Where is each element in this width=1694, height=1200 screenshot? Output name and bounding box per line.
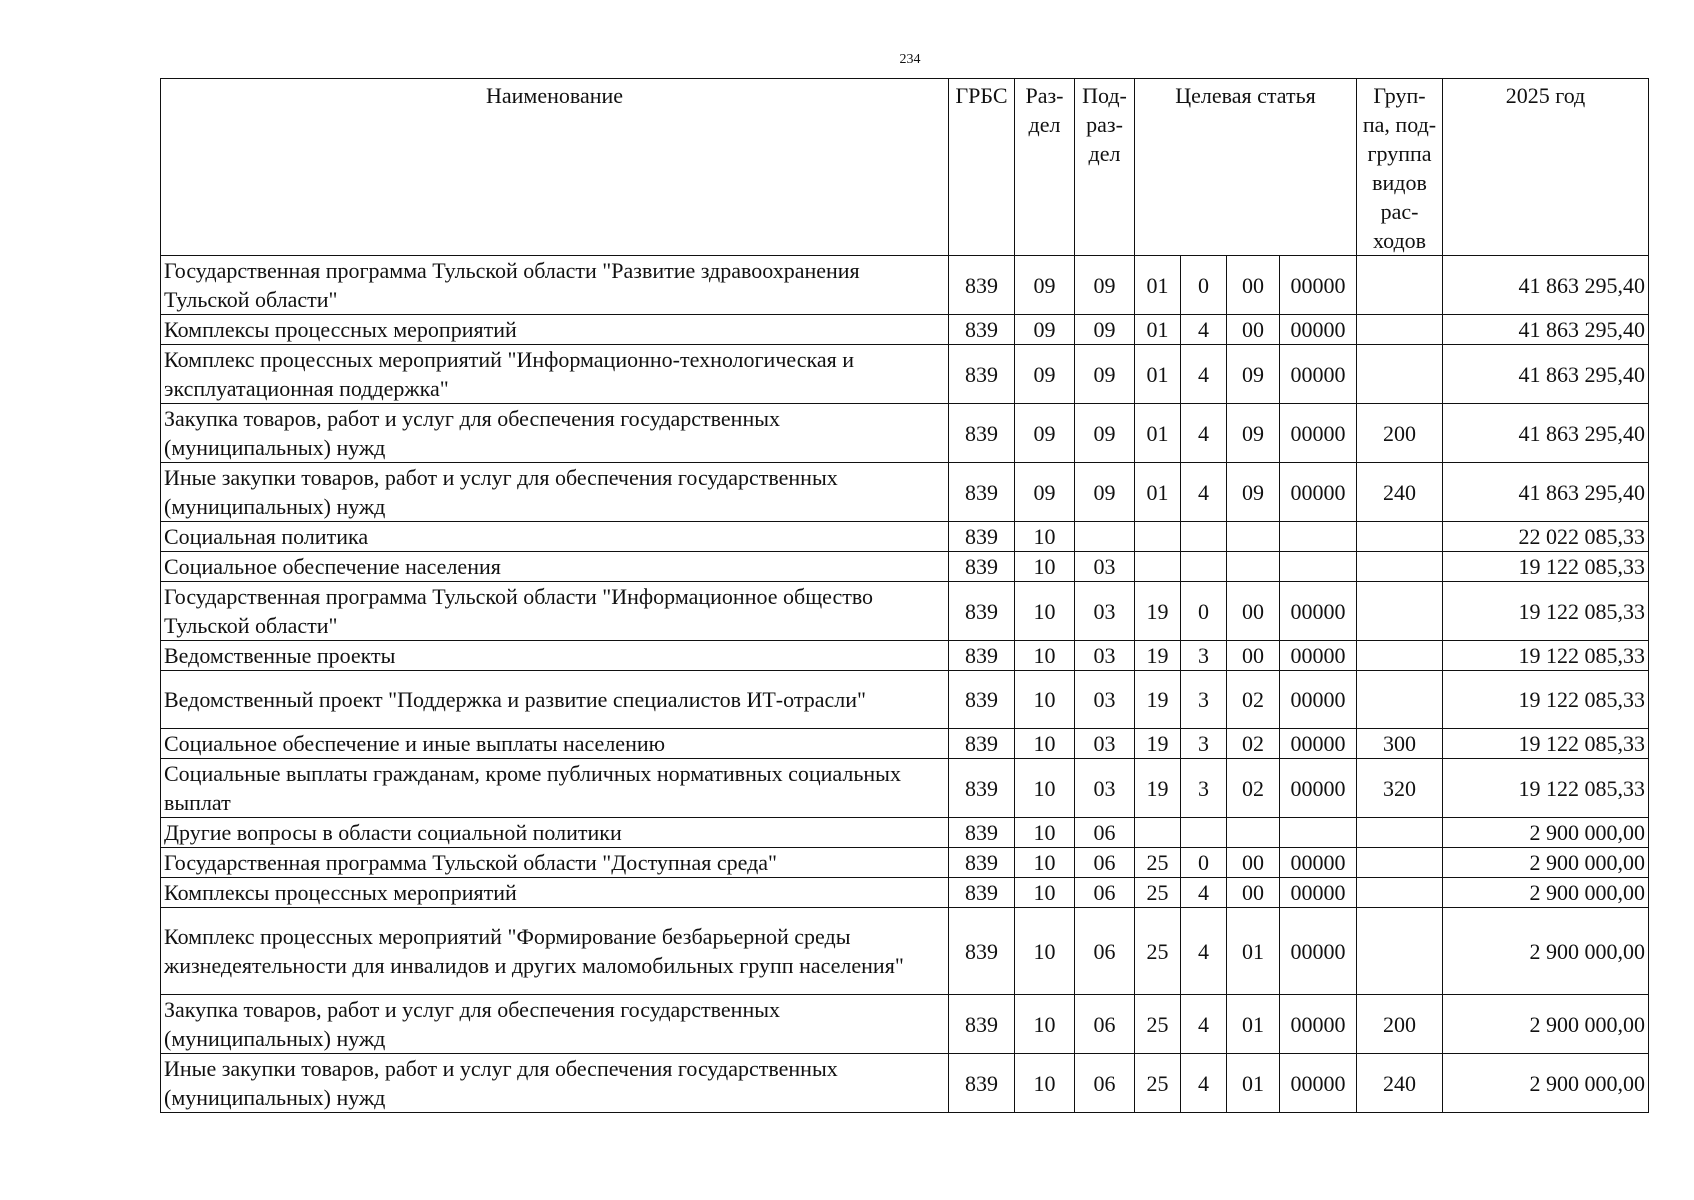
row-expense-group — [1357, 671, 1443, 729]
table-row — [161, 345, 1649, 404]
row-target-type: 0 — [1181, 256, 1227, 315]
row-amount: 19 122 085,33 — [1443, 641, 1649, 671]
row-target-program: 01 — [1135, 315, 1181, 345]
row-amount: 2 900 000,00 — [1443, 848, 1649, 878]
header-name: Наименование — [161, 79, 949, 256]
row-target-type — [1181, 552, 1227, 582]
row-razdel: 10 — [1015, 759, 1075, 818]
row-target-type: 3 — [1181, 641, 1227, 671]
row-podrazdel: 06 — [1075, 878, 1135, 908]
row-target-type: 4 — [1181, 878, 1227, 908]
header-target: Целевая статья — [1135, 79, 1357, 256]
row-name: Иные закупки товаров, работ и услуг для обеспечения государственных (муниципальных) нужд — [161, 463, 949, 522]
row-podrazdel: 03 — [1075, 641, 1135, 671]
table-row — [161, 1054, 1649, 1113]
row-expense-group: 200 — [1357, 404, 1443, 463]
row-amount: 41 863 295,40 — [1443, 256, 1649, 315]
row-podrazdel: 09 — [1075, 315, 1135, 345]
row-expense-group: 240 — [1357, 1054, 1443, 1113]
row-target-direction: 00000 — [1280, 256, 1357, 315]
row-target-type: 0 — [1181, 582, 1227, 641]
row-grbs: 839 — [949, 995, 1015, 1054]
row-amount: 41 863 295,40 — [1443, 404, 1649, 463]
budget-table — [160, 78, 1649, 1113]
row-amount: 2 900 000,00 — [1443, 818, 1649, 848]
row-target-program: 01 — [1135, 404, 1181, 463]
row-razdel: 10 — [1015, 818, 1075, 848]
row-target-program — [1135, 552, 1181, 582]
table-header — [161, 79, 1649, 256]
row-expense-group — [1357, 878, 1443, 908]
table-row — [161, 818, 1649, 848]
header-razdel: Раз- дел — [1015, 79, 1075, 256]
row-podrazdel: 03 — [1075, 759, 1135, 818]
row-grbs: 839 — [949, 1054, 1015, 1113]
row-target-program: 25 — [1135, 995, 1181, 1054]
row-grbs: 839 — [949, 256, 1015, 315]
row-name: Социальная политика — [161, 522, 949, 552]
row-target-direction: 00000 — [1280, 404, 1357, 463]
row-podrazdel: 03 — [1075, 671, 1135, 729]
row-target-type: 4 — [1181, 995, 1227, 1054]
row-razdel: 10 — [1015, 552, 1075, 582]
row-name: Государственная программа Тульской области "Информационное общество Тульской области" — [161, 582, 949, 641]
row-target-type: 4 — [1181, 404, 1227, 463]
row-expense-group — [1357, 345, 1443, 404]
row-target-program: 01 — [1135, 463, 1181, 522]
table-row — [161, 848, 1649, 878]
row-target-type: 3 — [1181, 759, 1227, 818]
row-name: Социальное обеспечение и иные выплаты населению — [161, 729, 949, 759]
row-target-program: 01 — [1135, 256, 1181, 315]
header-grbs: ГРБС — [949, 79, 1015, 256]
row-razdel: 10 — [1015, 641, 1075, 671]
row-name: Ведомственный проект "Поддержка и развитие специалистов ИТ-отрасли" — [161, 671, 949, 729]
row-target-direction: 00000 — [1280, 759, 1357, 818]
row-podrazdel: 06 — [1075, 1054, 1135, 1113]
row-target-element: 09 — [1227, 404, 1280, 463]
row-target-direction: 00000 — [1280, 908, 1357, 995]
table-row — [161, 908, 1649, 995]
table-row — [161, 404, 1649, 463]
row-target-type — [1181, 522, 1227, 552]
row-target-program: 19 — [1135, 641, 1181, 671]
row-expense-group — [1357, 908, 1443, 995]
row-expense-group — [1357, 848, 1443, 878]
row-target-type: 4 — [1181, 463, 1227, 522]
row-target-type: 3 — [1181, 729, 1227, 759]
row-name: Закупка товаров, работ и услуг для обеспечения государственных (муниципальных) нужд — [161, 995, 949, 1054]
row-podrazdel: 06 — [1075, 995, 1135, 1054]
row-razdel: 10 — [1015, 878, 1075, 908]
row-target-element: 09 — [1227, 463, 1280, 522]
row-grbs: 839 — [949, 582, 1015, 641]
table-row — [161, 522, 1649, 552]
row-amount: 19 122 085,33 — [1443, 552, 1649, 582]
table-row — [161, 759, 1649, 818]
row-target-direction: 00000 — [1280, 848, 1357, 878]
table-row — [161, 582, 1649, 641]
row-amount: 19 122 085,33 — [1443, 671, 1649, 729]
row-expense-group — [1357, 522, 1443, 552]
row-grbs: 839 — [949, 848, 1015, 878]
row-expense-group: 300 — [1357, 729, 1443, 759]
row-target-program: 19 — [1135, 729, 1181, 759]
row-target-direction: 00000 — [1280, 641, 1357, 671]
row-name: Социальное обеспечение населения — [161, 552, 949, 582]
table-row — [161, 641, 1649, 671]
row-expense-group — [1357, 641, 1443, 671]
row-expense-group — [1357, 552, 1443, 582]
row-target-direction — [1280, 818, 1357, 848]
row-razdel: 10 — [1015, 995, 1075, 1054]
row-razdel: 09 — [1015, 256, 1075, 315]
row-target-element: 02 — [1227, 759, 1280, 818]
row-name: Закупка товаров, работ и услуг для обеспечения государственных (муниципальных) нужд — [161, 404, 949, 463]
row-target-element: 01 — [1227, 1054, 1280, 1113]
row-target-direction: 00000 — [1280, 995, 1357, 1054]
row-amount: 41 863 295,40 — [1443, 315, 1649, 345]
row-expense-group — [1357, 582, 1443, 641]
table-row — [161, 995, 1649, 1054]
row-target-direction: 00000 — [1280, 878, 1357, 908]
row-grbs: 839 — [949, 315, 1015, 345]
row-razdel: 10 — [1015, 522, 1075, 552]
row-name: Комплекс процессных мероприятий "Информационно-технологическая и эксплуатационная поддержка" — [161, 345, 949, 404]
row-target-element: 01 — [1227, 995, 1280, 1054]
row-target-type: 4 — [1181, 1054, 1227, 1113]
row-podrazdel: 06 — [1075, 908, 1135, 995]
table-row — [161, 256, 1649, 315]
row-podrazdel: 09 — [1075, 345, 1135, 404]
row-target-direction: 00000 — [1280, 1054, 1357, 1113]
row-target-program: 25 — [1135, 848, 1181, 878]
row-target-type: 3 — [1181, 671, 1227, 729]
row-razdel: 10 — [1015, 582, 1075, 641]
row-grbs: 839 — [949, 671, 1015, 729]
row-target-element: 00 — [1227, 641, 1280, 671]
row-name: Государственная программа Тульской области "Развитие здравоохранения Тульской области" — [161, 256, 949, 315]
row-target-element: 00 — [1227, 878, 1280, 908]
row-amount: 41 863 295,40 — [1443, 345, 1649, 404]
row-target-direction: 00000 — [1280, 345, 1357, 404]
page-number: 234 — [899, 52, 921, 67]
row-target-element — [1227, 552, 1280, 582]
row-amount: 19 122 085,33 — [1443, 729, 1649, 759]
row-target-direction — [1280, 552, 1357, 582]
row-grbs: 839 — [949, 818, 1015, 848]
row-razdel: 10 — [1015, 848, 1075, 878]
row-podrazdel: 03 — [1075, 582, 1135, 641]
row-name: Другие вопросы в области социальной политики — [161, 818, 949, 848]
row-target-type: 0 — [1181, 848, 1227, 878]
row-grbs: 839 — [949, 522, 1015, 552]
row-name: Ведомственные проекты — [161, 641, 949, 671]
table-row — [161, 315, 1649, 345]
header-year: 2025 год — [1443, 79, 1649, 256]
row-razdel: 10 — [1015, 671, 1075, 729]
row-name: Комплексы процессных мероприятий — [161, 878, 949, 908]
row-target-direction: 00000 — [1280, 729, 1357, 759]
row-target-type: 4 — [1181, 345, 1227, 404]
row-razdel: 09 — [1015, 463, 1075, 522]
row-target-direction: 00000 — [1280, 671, 1357, 729]
row-grbs: 839 — [949, 729, 1015, 759]
row-expense-group: 320 — [1357, 759, 1443, 818]
table-row — [161, 729, 1649, 759]
table-row — [161, 463, 1649, 522]
row-target-program — [1135, 522, 1181, 552]
row-expense-group — [1357, 315, 1443, 345]
row-grbs: 839 — [949, 759, 1015, 818]
row-amount: 2 900 000,00 — [1443, 908, 1649, 995]
row-expense-group — [1357, 256, 1443, 315]
row-amount: 22 022 085,33 — [1443, 522, 1649, 552]
row-razdel: 10 — [1015, 908, 1075, 995]
row-grbs: 839 — [949, 552, 1015, 582]
row-name: Комплекс процессных мероприятий "Формирование безбарьерной среды жизнедеятельности для инвалидов и других маломобильных групп населения" — [161, 908, 949, 995]
row-podrazdel: 06 — [1075, 818, 1135, 848]
table-row — [161, 878, 1649, 908]
row-target-direction: 00000 — [1280, 463, 1357, 522]
row-amount: 19 122 085,33 — [1443, 759, 1649, 818]
table-body — [161, 256, 1649, 1113]
row-target-program: 19 — [1135, 671, 1181, 729]
row-grbs: 839 — [949, 641, 1015, 671]
header-group: Груп- па, под- группа видов рас- ходов — [1357, 79, 1443, 256]
row-podrazdel — [1075, 522, 1135, 552]
row-name: Социальные выплаты гражданам, кроме публичных нормативных социальных выплат — [161, 759, 949, 818]
row-grbs: 839 — [949, 878, 1015, 908]
row-grbs: 839 — [949, 908, 1015, 995]
row-target-element: 00 — [1227, 848, 1280, 878]
row-target-element: 02 — [1227, 671, 1280, 729]
row-target-program: 19 — [1135, 582, 1181, 641]
row-amount: 2 900 000,00 — [1443, 878, 1649, 908]
row-target-element: 01 — [1227, 908, 1280, 995]
row-target-program: 25 — [1135, 878, 1181, 908]
row-amount: 41 863 295,40 — [1443, 463, 1649, 522]
row-expense-group: 240 — [1357, 463, 1443, 522]
row-razdel: 09 — [1015, 345, 1075, 404]
row-target-program — [1135, 818, 1181, 848]
row-target-type — [1181, 818, 1227, 848]
row-name: Иные закупки товаров, работ и услуг для обеспечения государственных (муниципальных) нужд — [161, 1054, 949, 1113]
row-razdel: 09 — [1015, 315, 1075, 345]
row-name: Государственная программа Тульской области "Доступная среда" — [161, 848, 949, 878]
row-podrazdel: 06 — [1075, 848, 1135, 878]
row-target-element — [1227, 522, 1280, 552]
row-target-program: 19 — [1135, 759, 1181, 818]
row-target-program: 01 — [1135, 345, 1181, 404]
row-target-direction — [1280, 522, 1357, 552]
row-grbs: 839 — [949, 345, 1015, 404]
row-target-program: 25 — [1135, 1054, 1181, 1113]
row-podrazdel: 09 — [1075, 463, 1135, 522]
row-amount: 2 900 000,00 — [1443, 995, 1649, 1054]
row-podrazdel: 03 — [1075, 552, 1135, 582]
row-podrazdel: 03 — [1075, 729, 1135, 759]
row-target-type: 4 — [1181, 908, 1227, 995]
row-target-direction: 00000 — [1280, 582, 1357, 641]
row-target-program: 25 — [1135, 908, 1181, 995]
row-target-element: 00 — [1227, 582, 1280, 641]
header-podrazdel: Под- раз- дел — [1075, 79, 1135, 256]
row-podrazdel: 09 — [1075, 256, 1135, 315]
row-grbs: 839 — [949, 463, 1015, 522]
row-razdel: 09 — [1015, 404, 1075, 463]
row-grbs: 839 — [949, 404, 1015, 463]
row-target-element: 00 — [1227, 256, 1280, 315]
table-row — [161, 552, 1649, 582]
row-target-element: 02 — [1227, 729, 1280, 759]
row-amount: 19 122 085,33 — [1443, 582, 1649, 641]
row-target-element: 09 — [1227, 345, 1280, 404]
row-expense-group: 200 — [1357, 995, 1443, 1054]
row-target-direction: 00000 — [1280, 315, 1357, 345]
table-row — [161, 671, 1649, 729]
row-amount: 2 900 000,00 — [1443, 1054, 1649, 1113]
row-target-element: 00 — [1227, 315, 1280, 345]
row-target-element — [1227, 818, 1280, 848]
row-razdel: 10 — [1015, 729, 1075, 759]
row-expense-group — [1357, 818, 1443, 848]
row-razdel: 10 — [1015, 1054, 1075, 1113]
row-podrazdel: 09 — [1075, 404, 1135, 463]
row-name: Комплексы процессных мероприятий — [161, 315, 949, 345]
row-target-type: 4 — [1181, 315, 1227, 345]
